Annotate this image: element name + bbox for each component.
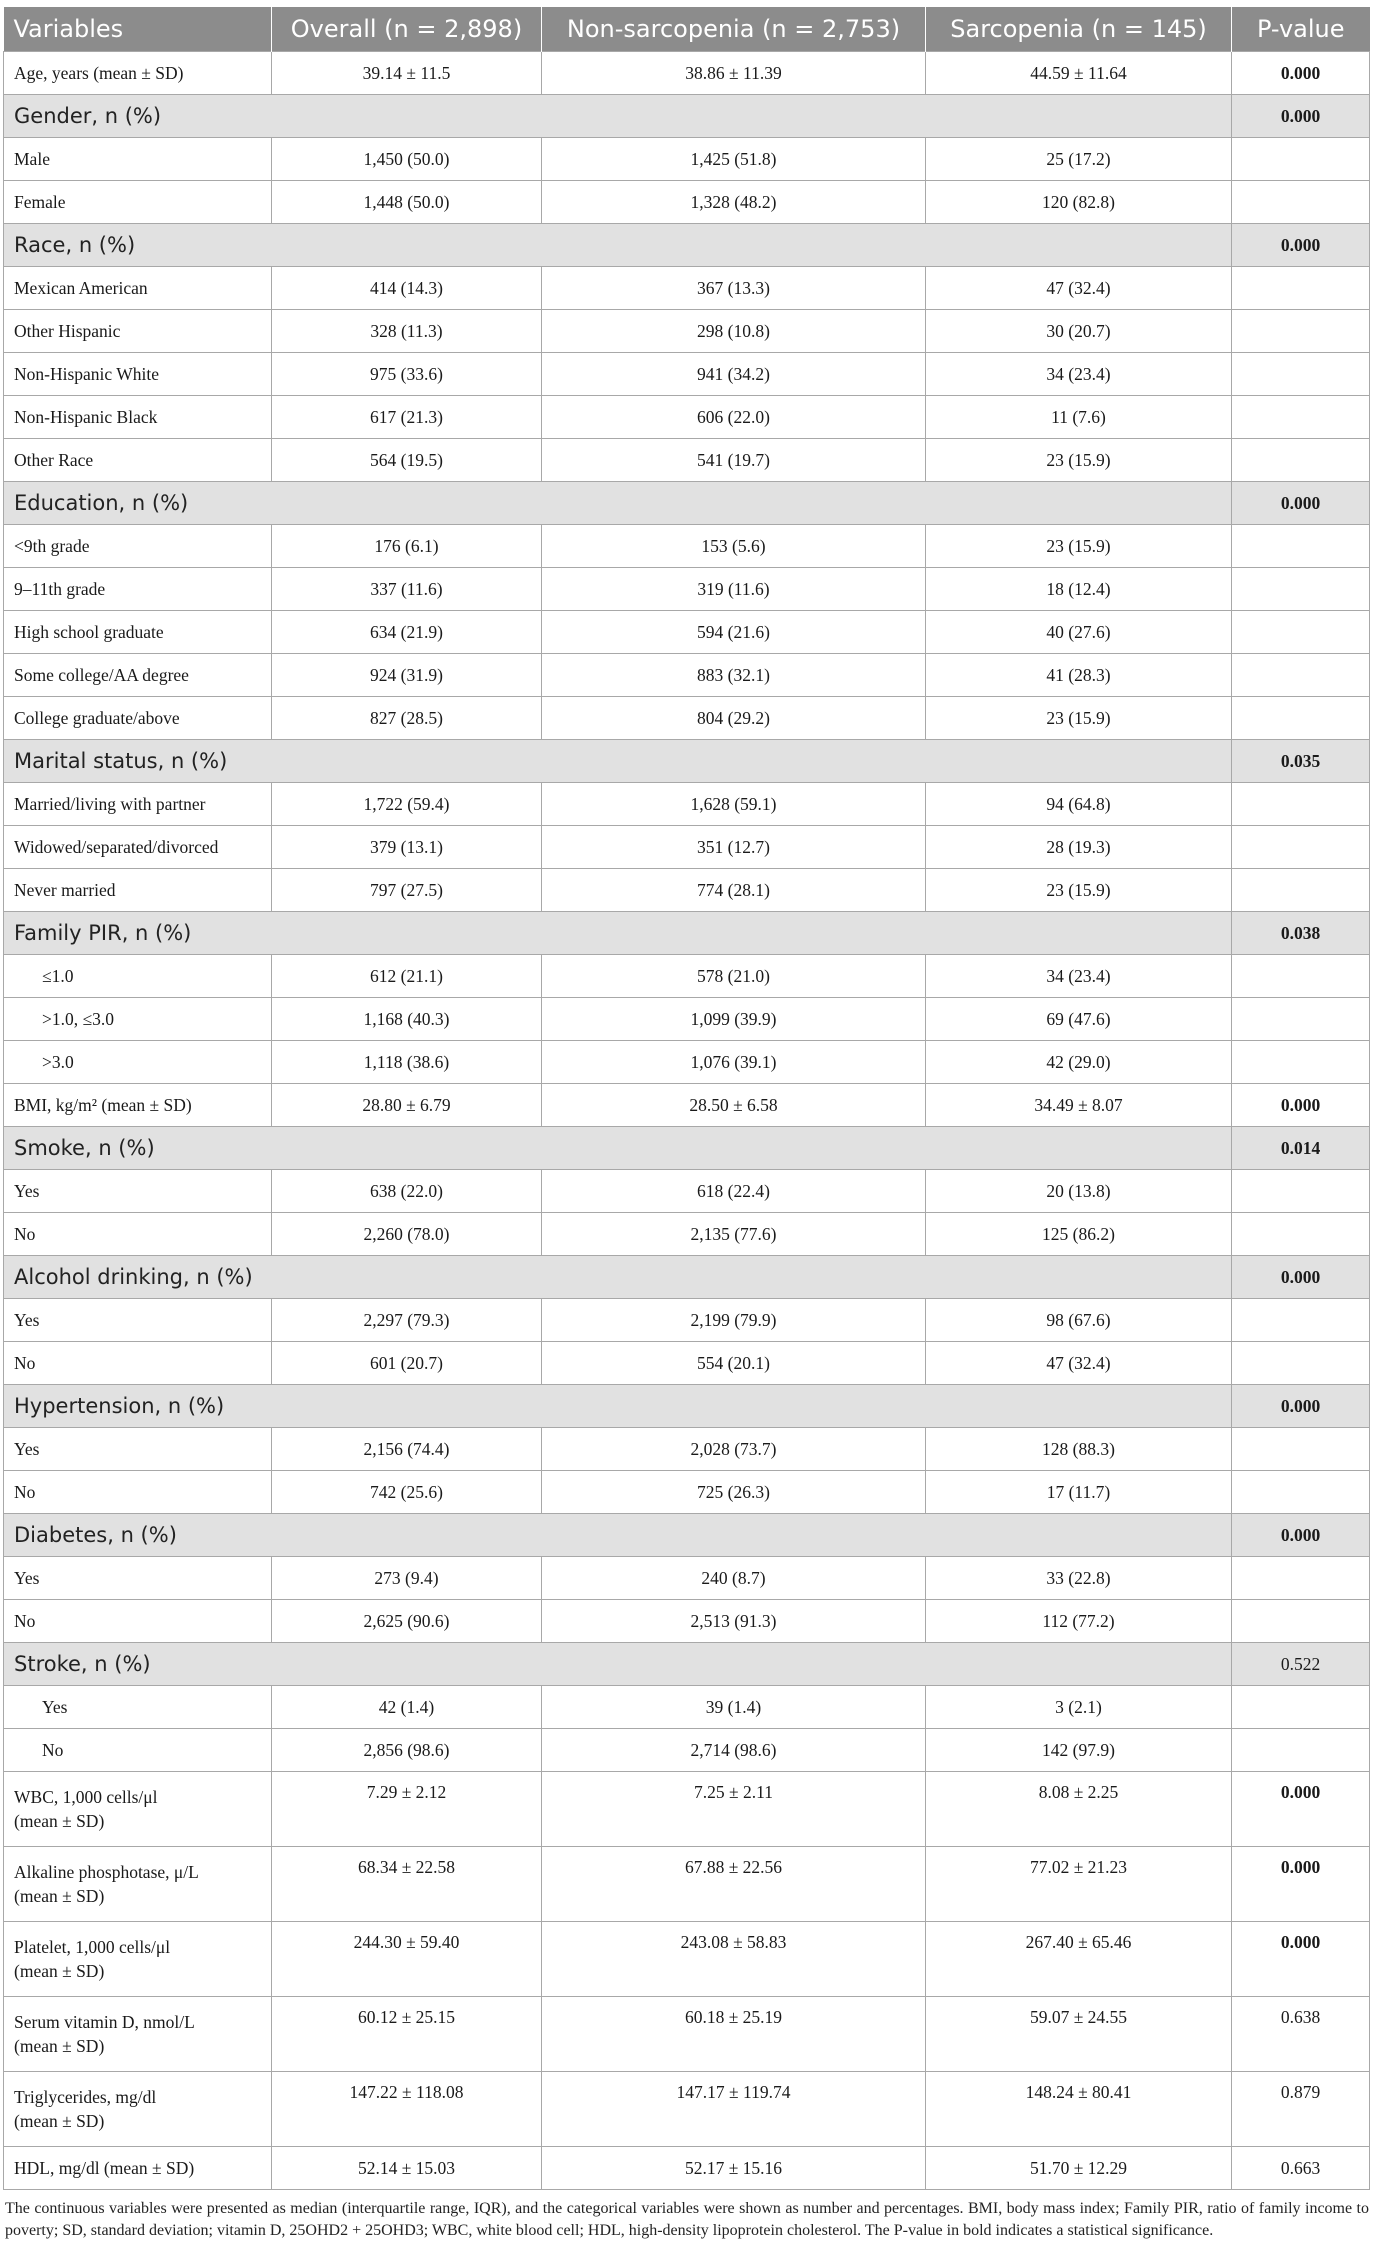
variable-label-text: Yes xyxy=(42,1697,68,1717)
value-cell-non: 28.50 ± 6.58 xyxy=(542,1084,926,1127)
value-cell-sarc: 34.49 ± 8.07 xyxy=(926,1084,1232,1127)
variable-label-text: HDL, mg/dl (mean ± SD) xyxy=(14,2158,195,2178)
table-footnote: The continuous variables were presented as median (interquartile range, IQR), and the categorical variables were shown as number and percentages. BMI, body mass index; Family PIR, ratio of family income to poverty; SD, standard deviation; vitamin D, 25OHD2 + 25OHD3; WBC, white blood cell; HDL, high-density lipoprotein cholesterol. The P-value in bold indicates a statistical significance. xyxy=(5,2200,1369,2239)
variable-label xyxy=(4,1557,272,1600)
value-cell-overall: 2,625 (90.6) xyxy=(272,1600,542,1643)
table-row xyxy=(4,1686,1370,1729)
header-sarcopenia: Sarcopenia (n = 145) xyxy=(926,7,1232,52)
variable-label xyxy=(4,267,272,310)
variable-label xyxy=(4,396,272,439)
value-cell-non: 240 (8.7) xyxy=(542,1557,926,1600)
p-value-cell xyxy=(1232,267,1370,310)
table-row xyxy=(4,869,1370,912)
variable-label-text: Male xyxy=(14,149,50,169)
value-cell-sarc: 112 (77.2) xyxy=(926,1600,1232,1643)
value-cell-overall: 2,297 (79.3) xyxy=(272,1299,542,1342)
header-non-sarcopenia: Non-sarcopenia (n = 2,753) xyxy=(542,7,926,52)
value-cell-sarc: 142 (97.9) xyxy=(926,1729,1232,1772)
variable-label xyxy=(4,568,272,611)
variable-label-text: >3.0 xyxy=(42,1052,74,1072)
table-row xyxy=(4,1084,1370,1127)
value-cell-overall: 273 (9.4) xyxy=(272,1557,542,1600)
p-value-cell: 0.000 xyxy=(1232,1084,1370,1127)
value-cell-non: 883 (32.1) xyxy=(542,654,926,697)
value-cell-overall: 2,260 (78.0) xyxy=(272,1213,542,1256)
value-cell-overall: 1,722 (59.4) xyxy=(272,783,542,826)
variable-label xyxy=(4,955,272,998)
variable-label-text: Triglycerides, mg/dl xyxy=(14,2087,157,2107)
value-cell-non: 39 (1.4) xyxy=(542,1686,926,1729)
value-cell-non: 594 (21.6) xyxy=(542,611,926,654)
section-row xyxy=(4,1385,1370,1428)
p-value-cell xyxy=(1232,826,1370,869)
value-cell-overall: 634 (21.9) xyxy=(272,611,542,654)
variable-label xyxy=(4,2147,272,2190)
p-value-cell xyxy=(1232,654,1370,697)
table-row xyxy=(4,525,1370,568)
variable-label-text: Non-Hispanic White xyxy=(14,364,159,384)
value-cell-overall: 337 (11.6) xyxy=(272,568,542,611)
value-cell-sarc: 8.08 ± 2.25 xyxy=(926,1772,1232,1847)
value-cell-sarc: 94 (64.8) xyxy=(926,783,1232,826)
variable-label xyxy=(4,1922,272,1997)
value-cell-overall: 414 (14.3) xyxy=(272,267,542,310)
value-cell-sarc: 23 (15.9) xyxy=(926,439,1232,482)
variable-label xyxy=(4,654,272,697)
p-value-cell xyxy=(1232,1729,1370,1772)
table-row xyxy=(4,1471,1370,1514)
variable-label-text: Platelet, 1,000 cells/μl xyxy=(14,1937,171,1957)
value-cell-overall: 147.22 ± 118.08 xyxy=(272,2072,542,2147)
variable-label xyxy=(4,697,272,740)
value-cell-sarc: 40 (27.6) xyxy=(926,611,1232,654)
value-cell-non: 1,328 (48.2) xyxy=(542,181,926,224)
value-cell-sarc: 98 (67.6) xyxy=(926,1299,1232,1342)
variable-label-text: No xyxy=(14,1353,36,1373)
variable-label-text: Serum vitamin D, nmol/L xyxy=(14,2012,195,2032)
value-cell-non: 367 (13.3) xyxy=(542,267,926,310)
section-label: Diabetes, n (%) xyxy=(4,1514,1232,1557)
value-cell-overall: 2,856 (98.6) xyxy=(272,1729,542,1772)
header-overall: Overall (n = 2,898) xyxy=(272,7,542,52)
table-row xyxy=(4,310,1370,353)
value-cell-non: 725 (26.3) xyxy=(542,1471,926,1514)
variable-label xyxy=(4,1847,272,1922)
variable-label-unit: (mean ± SD) xyxy=(14,1811,105,1831)
value-cell-sarc: 148.24 ± 80.41 xyxy=(926,2072,1232,2147)
p-value-cell: 0.000 xyxy=(1232,1922,1370,1997)
p-value-cell xyxy=(1232,1471,1370,1514)
section-label: Race, n (%) xyxy=(4,224,1232,267)
value-cell-overall: 797 (27.5) xyxy=(272,869,542,912)
table-row xyxy=(4,138,1370,181)
value-cell-non: 2,199 (79.9) xyxy=(542,1299,926,1342)
variable-label xyxy=(4,1213,272,1256)
value-cell-non: 2,714 (98.6) xyxy=(542,1729,926,1772)
variable-label xyxy=(4,1428,272,1471)
value-cell-overall: 2,156 (74.4) xyxy=(272,1428,542,1471)
p-value-cell xyxy=(1232,1557,1370,1600)
p-value-cell: 0.000 xyxy=(1232,52,1370,95)
value-cell-non: 7.25 ± 2.11 xyxy=(542,1772,926,1847)
p-value-cell xyxy=(1232,869,1370,912)
value-cell-sarc: 11 (7.6) xyxy=(926,396,1232,439)
section-row xyxy=(4,95,1370,138)
value-cell-overall: 612 (21.1) xyxy=(272,955,542,998)
p-value-cell xyxy=(1232,439,1370,482)
variable-label-text: ≤1.0 xyxy=(42,966,74,986)
value-cell-non: 2,135 (77.6) xyxy=(542,1213,926,1256)
p-value-cell: 0.000 xyxy=(1232,1385,1370,1428)
variable-label-text: Widowed/separated/divorced xyxy=(14,837,219,857)
value-cell-overall: 924 (31.9) xyxy=(272,654,542,697)
variable-label-text: Never married xyxy=(14,880,116,900)
section-row xyxy=(4,1514,1370,1557)
header-variables: Variables xyxy=(4,7,272,52)
value-cell-sarc: 267.40 ± 65.46 xyxy=(926,1922,1232,1997)
variable-label-text: Yes xyxy=(14,1568,40,1588)
variable-label xyxy=(4,1170,272,1213)
p-value-cell: 0.000 xyxy=(1232,95,1370,138)
p-value-cell: 0.038 xyxy=(1232,912,1370,955)
value-cell-sarc: 42 (29.0) xyxy=(926,1041,1232,1084)
table-row xyxy=(4,783,1370,826)
table-row xyxy=(4,1041,1370,1084)
table-row xyxy=(4,998,1370,1041)
value-cell-sarc: 125 (86.2) xyxy=(926,1213,1232,1256)
variable-label xyxy=(4,1084,272,1127)
table-row xyxy=(4,1997,1370,2072)
value-cell-non: 606 (22.0) xyxy=(542,396,926,439)
p-value-cell xyxy=(1232,1600,1370,1643)
value-cell-overall: 328 (11.3) xyxy=(272,310,542,353)
value-cell-non: 774 (28.1) xyxy=(542,869,926,912)
section-label: Smoke, n (%) xyxy=(4,1127,1232,1170)
value-cell-sarc: 23 (15.9) xyxy=(926,869,1232,912)
variable-label-unit: (mean ± SD) xyxy=(14,1886,105,1906)
table-row xyxy=(4,1342,1370,1385)
table-container xyxy=(3,7,1369,2242)
value-cell-sarc: 25 (17.2) xyxy=(926,138,1232,181)
p-value-cell xyxy=(1232,697,1370,740)
p-value-cell xyxy=(1232,310,1370,353)
variable-label-text: No xyxy=(14,1482,36,1502)
table-row xyxy=(4,955,1370,998)
variable-label-text: Alkaline phosphotase, μ/L xyxy=(14,1862,199,1882)
value-cell-sarc: 33 (22.8) xyxy=(926,1557,1232,1600)
p-value-cell: 0.879 xyxy=(1232,2072,1370,2147)
table-row xyxy=(4,611,1370,654)
value-cell-overall: 601 (20.7) xyxy=(272,1342,542,1385)
table-row xyxy=(4,697,1370,740)
table-row xyxy=(4,2147,1370,2190)
variable-label-text: 9–11th grade xyxy=(14,579,106,599)
value-cell-non: 319 (11.6) xyxy=(542,568,926,611)
p-value-cell xyxy=(1232,998,1370,1041)
variable-label-text: >1.0, ≤3.0 xyxy=(42,1009,114,1029)
variable-label-text: BMI, kg/m² (mean ± SD) xyxy=(14,1095,192,1115)
section-label: Alcohol drinking, n (%) xyxy=(4,1256,1232,1299)
table-row xyxy=(4,439,1370,482)
table-row xyxy=(4,1428,1370,1471)
value-cell-overall: 52.14 ± 15.03 xyxy=(272,2147,542,2190)
value-cell-non: 1,099 (39.9) xyxy=(542,998,926,1041)
value-cell-sarc: 77.02 ± 21.23 xyxy=(926,1847,1232,1922)
value-cell-overall: 975 (33.6) xyxy=(272,353,542,396)
value-cell-sarc: 41 (28.3) xyxy=(926,654,1232,697)
variable-label xyxy=(4,1342,272,1385)
value-cell-non: 351 (12.7) xyxy=(542,826,926,869)
value-cell-sarc: 44.59 ± 11.64 xyxy=(926,52,1232,95)
section-row xyxy=(4,1256,1370,1299)
section-row xyxy=(4,1127,1370,1170)
variable-label xyxy=(4,1299,272,1342)
table-row xyxy=(4,1299,1370,1342)
value-cell-non: 67.88 ± 22.56 xyxy=(542,1847,926,1922)
variable-label-text: Mexican American xyxy=(14,278,148,298)
variable-label-text: WBC, 1,000 cells/μl xyxy=(14,1787,158,1807)
value-cell-sarc: 47 (32.4) xyxy=(926,267,1232,310)
p-value-cell: 0.522 xyxy=(1232,1643,1370,1686)
value-cell-sarc: 28 (19.3) xyxy=(926,826,1232,869)
p-value-cell: 0.000 xyxy=(1232,1847,1370,1922)
value-cell-overall: 60.12 ± 25.15 xyxy=(272,1997,542,2072)
value-cell-sarc: 23 (15.9) xyxy=(926,697,1232,740)
value-cell-overall: 244.30 ± 59.40 xyxy=(272,1922,542,1997)
p-value-cell: 0.035 xyxy=(1232,740,1370,783)
value-cell-non: 243.08 ± 58.83 xyxy=(542,1922,926,1997)
table-row xyxy=(4,1922,1370,1997)
variable-label-text: Other Hispanic xyxy=(14,321,121,341)
section-row xyxy=(4,224,1370,267)
value-cell-overall: 564 (19.5) xyxy=(272,439,542,482)
value-cell-overall: 1,450 (50.0) xyxy=(272,138,542,181)
p-value-cell xyxy=(1232,1170,1370,1213)
value-cell-overall: 7.29 ± 2.12 xyxy=(272,1772,542,1847)
section-row xyxy=(4,740,1370,783)
p-value-cell xyxy=(1232,1428,1370,1471)
value-cell-non: 2,513 (91.3) xyxy=(542,1600,926,1643)
value-cell-sarc: 34 (23.4) xyxy=(926,955,1232,998)
p-value-cell xyxy=(1232,353,1370,396)
p-value-cell: 0.000 xyxy=(1232,1514,1370,1557)
section-label: Gender, n (%) xyxy=(4,95,1232,138)
table-row xyxy=(4,396,1370,439)
p-value-cell: 0.000 xyxy=(1232,224,1370,267)
variable-label-text: Non-Hispanic Black xyxy=(14,407,158,427)
variable-label-text: High school graduate xyxy=(14,622,164,642)
variable-label xyxy=(4,353,272,396)
value-cell-non: 52.17 ± 15.16 xyxy=(542,2147,926,2190)
value-cell-sarc: 47 (32.4) xyxy=(926,1342,1232,1385)
value-cell-non: 153 (5.6) xyxy=(542,525,926,568)
value-cell-overall: 68.34 ± 22.58 xyxy=(272,1847,542,1922)
value-cell-non: 1,628 (59.1) xyxy=(542,783,926,826)
p-value-cell xyxy=(1232,138,1370,181)
variable-label xyxy=(4,138,272,181)
value-cell-non: 618 (22.4) xyxy=(542,1170,926,1213)
table-row xyxy=(4,1170,1370,1213)
variable-label-text: Married/living with partner xyxy=(14,794,206,814)
value-cell-overall: 176 (6.1) xyxy=(272,525,542,568)
table-row xyxy=(4,1772,1370,1847)
value-cell-non: 38.86 ± 11.39 xyxy=(542,52,926,95)
variable-label xyxy=(4,826,272,869)
table-body xyxy=(4,52,1370,2190)
variable-label xyxy=(4,1772,272,1847)
p-value-cell xyxy=(1232,396,1370,439)
p-value-cell xyxy=(1232,783,1370,826)
value-cell-overall: 617 (21.3) xyxy=(272,396,542,439)
table-row xyxy=(4,2072,1370,2147)
p-value-cell: 0.000 xyxy=(1232,1256,1370,1299)
p-value-cell xyxy=(1232,568,1370,611)
value-cell-non: 541 (19.7) xyxy=(542,439,926,482)
variable-label xyxy=(4,869,272,912)
value-cell-sarc: 69 (47.6) xyxy=(926,998,1232,1041)
value-cell-overall: 827 (28.5) xyxy=(272,697,542,740)
variable-label xyxy=(4,52,272,95)
p-value-cell xyxy=(1232,1213,1370,1256)
value-cell-overall: 28.80 ± 6.79 xyxy=(272,1084,542,1127)
value-cell-non: 60.18 ± 25.19 xyxy=(542,1997,926,2072)
value-cell-non: 298 (10.8) xyxy=(542,310,926,353)
p-value-cell: 0.000 xyxy=(1232,482,1370,525)
section-label: Hypertension, n (%) xyxy=(4,1385,1232,1428)
variable-label xyxy=(4,1041,272,1084)
value-cell-sarc: 17 (11.7) xyxy=(926,1471,1232,1514)
variable-label-text: Other Race xyxy=(14,450,94,470)
variable-label-text: Female xyxy=(14,192,66,212)
value-cell-overall: 39.14 ± 11.5 xyxy=(272,52,542,95)
p-value-cell xyxy=(1232,611,1370,654)
p-value-cell: 0.663 xyxy=(1232,2147,1370,2190)
variable-label-text: Some college/AA degree xyxy=(14,665,189,685)
table-row xyxy=(4,181,1370,224)
variable-label-text: Yes xyxy=(14,1181,40,1201)
table-header-row xyxy=(4,7,1370,52)
section-label: Marital status, n (%) xyxy=(4,740,1232,783)
variable-label-unit: (mean ± SD) xyxy=(14,2111,105,2131)
variable-label xyxy=(4,1729,272,1772)
variable-label-text: College graduate/above xyxy=(14,708,180,728)
section-label: Family PIR, n (%) xyxy=(4,912,1232,955)
section-label: Stroke, n (%) xyxy=(4,1643,1232,1686)
variable-label-text: Yes xyxy=(14,1439,40,1459)
value-cell-non: 941 (34.2) xyxy=(542,353,926,396)
p-value-cell xyxy=(1232,955,1370,998)
table-row xyxy=(4,1729,1370,1772)
variable-label xyxy=(4,181,272,224)
table-row xyxy=(4,826,1370,869)
value-cell-overall: 742 (25.6) xyxy=(272,1471,542,1514)
value-cell-non: 147.17 ± 119.74 xyxy=(542,2072,926,2147)
value-cell-overall: 42 (1.4) xyxy=(272,1686,542,1729)
value-cell-sarc: 20 (13.8) xyxy=(926,1170,1232,1213)
value-cell-non: 578 (21.0) xyxy=(542,955,926,998)
table-row xyxy=(4,267,1370,310)
value-cell-sarc: 30 (20.7) xyxy=(926,310,1232,353)
value-cell-sarc: 3 (2.1) xyxy=(926,1686,1232,1729)
table-row xyxy=(4,1213,1370,1256)
value-cell-sarc: 51.70 ± 12.29 xyxy=(926,2147,1232,2190)
variable-label xyxy=(4,1471,272,1514)
variable-label-text: No xyxy=(14,1611,36,1631)
value-cell-sarc: 23 (15.9) xyxy=(926,525,1232,568)
table-row xyxy=(4,654,1370,697)
variable-label-text: Yes xyxy=(14,1310,40,1330)
variable-label xyxy=(4,310,272,353)
value-cell-non: 1,425 (51.8) xyxy=(542,138,926,181)
characteristics-table xyxy=(3,7,1370,2190)
value-cell-non: 554 (20.1) xyxy=(542,1342,926,1385)
value-cell-sarc: 34 (23.4) xyxy=(926,353,1232,396)
variable-label xyxy=(4,2072,272,2147)
variable-label-text: <9th grade xyxy=(14,536,90,556)
table-row xyxy=(4,1600,1370,1643)
value-cell-sarc: 120 (82.8) xyxy=(926,181,1232,224)
value-cell-sarc: 18 (12.4) xyxy=(926,568,1232,611)
p-value-cell: 0.000 xyxy=(1232,1772,1370,1847)
p-value-cell xyxy=(1232,1299,1370,1342)
value-cell-overall: 379 (13.1) xyxy=(272,826,542,869)
table-row xyxy=(4,568,1370,611)
value-cell-non: 804 (29.2) xyxy=(542,697,926,740)
table-row xyxy=(4,1557,1370,1600)
table-row xyxy=(4,1847,1370,1922)
value-cell-sarc: 59.07 ± 24.55 xyxy=(926,1997,1232,2072)
header-p-value: P-value xyxy=(1232,7,1370,52)
variable-label xyxy=(4,1997,272,2072)
value-cell-overall: 1,118 (38.6) xyxy=(272,1041,542,1084)
value-cell-overall: 638 (22.0) xyxy=(272,1170,542,1213)
variable-label xyxy=(4,783,272,826)
section-label: Education, n (%) xyxy=(4,482,1232,525)
p-value-cell xyxy=(1232,181,1370,224)
variable-label xyxy=(4,611,272,654)
p-value-cell: 0.638 xyxy=(1232,1997,1370,2072)
section-row xyxy=(4,912,1370,955)
p-value-cell xyxy=(1232,1686,1370,1729)
value-cell-non: 1,076 (39.1) xyxy=(542,1041,926,1084)
section-row xyxy=(4,1643,1370,1686)
variable-label-text: Age, years (mean ± SD) xyxy=(14,63,184,83)
variable-label xyxy=(4,439,272,482)
value-cell-overall: 1,448 (50.0) xyxy=(272,181,542,224)
value-cell-overall: 1,168 (40.3) xyxy=(272,998,542,1041)
variable-label xyxy=(4,525,272,568)
variable-label-text: No xyxy=(14,1224,36,1244)
variable-label xyxy=(4,1686,272,1729)
table-row xyxy=(4,52,1370,95)
value-cell-non: 2,028 (73.7) xyxy=(542,1428,926,1471)
section-row xyxy=(4,482,1370,525)
p-value-cell xyxy=(1232,1041,1370,1084)
p-value-cell xyxy=(1232,1342,1370,1385)
table-row xyxy=(4,353,1370,396)
variable-label-text: No xyxy=(42,1740,64,1760)
p-value-cell: 0.014 xyxy=(1232,1127,1370,1170)
p-value-cell xyxy=(1232,525,1370,568)
variable-label-unit: (mean ± SD) xyxy=(14,2036,105,2056)
variable-label xyxy=(4,1600,272,1643)
variable-label xyxy=(4,998,272,1041)
variable-label-unit: (mean ± SD) xyxy=(14,1961,105,1981)
value-cell-sarc: 128 (88.3) xyxy=(926,1428,1232,1471)
